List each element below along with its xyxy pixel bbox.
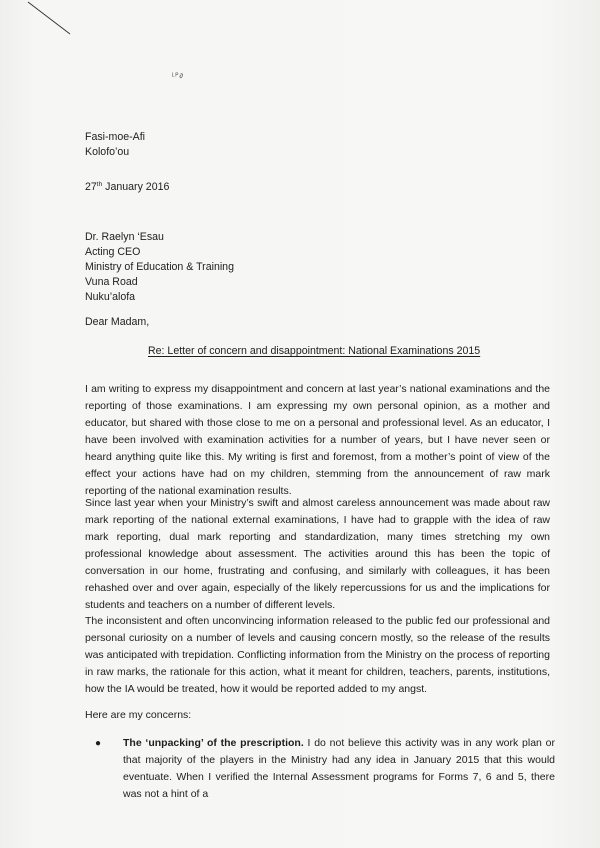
recipient-address	[85, 230, 234, 305]
sender-address	[85, 130, 145, 160]
corner-mark: ᴸᴾ∂	[172, 73, 184, 80]
concern-body: I do not believe this activity was in any work plan or that majority of the players in the Ministry had any idea in January 2015 that this would eventuate. When I verified the Internal Assessment programs for Forms 7, 6 and 5, there was not a hint of a	[123, 737, 555, 800]
pen-scribble-mark	[10, 0, 80, 40]
concerns-intro: Here are my concerns:	[85, 709, 192, 721]
recipient-name: Dr. Raelyn ‘Esau	[85, 231, 164, 243]
body-paragraph: I am writing to express my disappointment and concern at last year’s national examinations and the reporting of those examinations. I am expressing my own personal opinion, as a mother and educator, but shared with those close to me on a personal and professional level. As an educator, I have been involved with examination activities for a number of years, but I have never seen or heard anything quite like this. My writing is first and foremost, from a mother’s point of view of the effect your actions have had on my children, stemming from the announcement of raw mark reporting of the national examination results.	[85, 383, 550, 497]
date-day: 27	[85, 181, 97, 193]
recipient-city: Nuku’alofa	[85, 291, 136, 303]
letter-date	[85, 180, 169, 195]
date-rest: January 2016	[105, 181, 170, 193]
body-paragraph: The inconsistent and often unconvincing information released to the public fed our professional and personal curiosity on a number of levels and causing concern mostly, so the release of the results was anticipated with trepidation. Conflicting information from the Ministry on the process of reporting in raw marks, the rationale for this action, what it meant for children, teachers, parents, institutions, how the IA would be treated, how it would be reported added to my angst.	[85, 615, 550, 695]
sender-address-line: Kolofo’ou	[85, 146, 130, 158]
recipient-title: Acting CEO	[85, 246, 141, 258]
recipient-ministry: Ministry of Education & Training	[85, 261, 234, 273]
greeting: Dear Madam,	[85, 316, 150, 328]
concern-text	[123, 735, 555, 803]
sender-address-line: Fasi-moe-Afi	[85, 131, 146, 143]
recipient-street: Vuna Road	[85, 276, 138, 288]
date-suffix: th	[96, 181, 103, 188]
concern-title: The ‘unpacking’ of the prescription.	[123, 737, 304, 749]
bullet-icon: ●	[95, 738, 102, 749]
subject-line: Re: Letter of concern and disappointment: National Examinations 2015	[148, 345, 481, 357]
body-paragraph: Since last year when your Ministry’s swift and almost careless announcement was made about raw mark reporting of the national external examinations, I have had to grapple with the idea of raw mark reporting, dual mark reporting and standardization, many times stretching my own professional knowledge about assessment. The activities around this has been the topic of conversation in our home, frustrating and confusing, and similarly with colleagues, it has been rehashed over and over again, especially of the likely repercussions for us and the implications for students and teachers on a number of different levels.	[85, 497, 550, 611]
